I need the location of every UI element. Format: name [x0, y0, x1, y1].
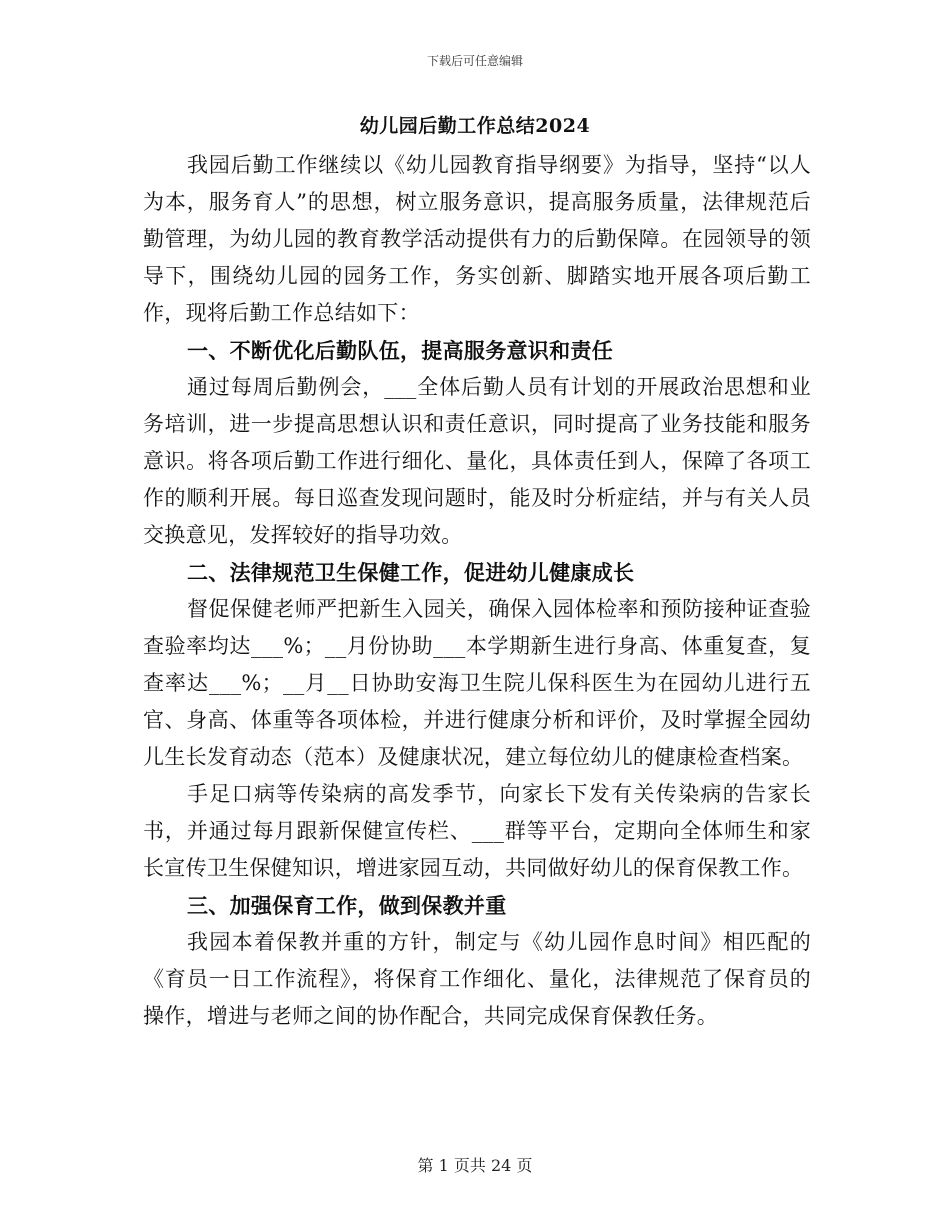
document-body	[143, 147, 811, 1035]
section-heading: 二、法律规范卫生保健工作，促进幼儿健康成长	[187, 560, 635, 585]
page-footer: 第 1 页共 24 页	[417, 1156, 533, 1175]
document-title: 幼儿园后勤工作总结2024	[359, 115, 591, 137]
paragraph: 我园后勤工作继续以《幼儿园教育指导纲要》为指导，坚持“以人为本，服务育人”的思想，树立服务意识，提高服务质量，法律规范后勤管理，为幼儿园的教育教学活动提供有力的后勤保障。在园领导的领导下，围绕幼儿园的园务工作，务实创新、脚踏实地开展各项后勤工作，现将后勤工作总结如下：	[143, 153, 811, 325]
section-heading: 一、不断优化后勤队伍，提高服务意识和责任	[187, 338, 613, 363]
paragraph: 手足口病等传染病的高发季节，向家长下发有关传染病的告家长书，并通过每月跟新保健宣传栏、___群等平台，定期向全体师生和家长宣传卫生保健知识，增进家园互动，共同做好幼儿的保育保教工作。	[143, 782, 811, 880]
paragraph: 通过每周后勤例会，___全体后勤人员有计划的开展政治思想和业务培训，进一步提高思想认识和责任意识，同时提高了业务技能和服务意识。将各项后勤工作进行细化、量化，具体责任到人，保障了各项工作的顺利开展。每日巡查发现问题时，能及时分析症结，并与有关人员交换意见，发挥较好的指导功效。	[143, 375, 811, 547]
paragraph: 我园本着保教并重的方针，制定与《幼儿园作息时间》相匹配的《育员一日工作流程》，将保育工作细化、量化，法律规范了保育员的操作，增进与老师之间的协作配合，共同完成保育保教任务。	[143, 930, 811, 1028]
section-heading: 三、加强保育工作，做到保教并重	[187, 893, 507, 918]
paragraph: 督促保健老师严把新生入园关，确保入园体检率和预防接种证查验查验率均达___%；__月份协助___本学期新生进行身高、体重复查，复查率达___%；__月__日协助安海卫生院儿保科医生为在园幼儿进行五官、身高、体重等各项体检，并进行健康分析和评价，及时掌握全园幼儿生长发育动态（范本）及健康状况，建立每位幼儿的健康检查档案。	[143, 597, 811, 769]
header-note: 下载后可任意编辑	[426, 54, 523, 68]
